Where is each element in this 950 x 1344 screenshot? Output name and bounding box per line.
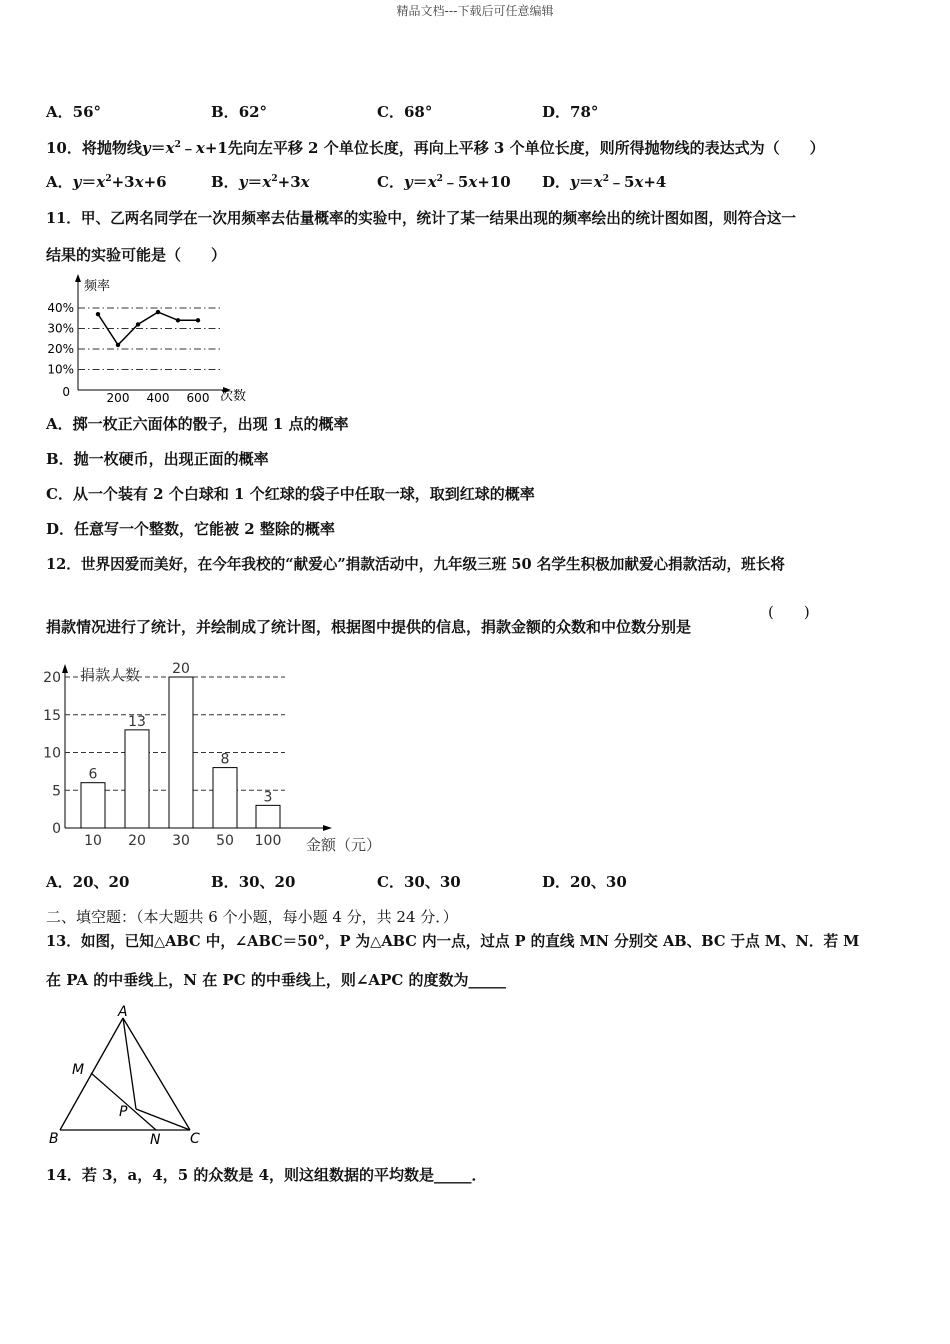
point-label-a: A (118, 1004, 128, 1020)
chart1-origin: 0 (62, 385, 70, 399)
chart2-ylabel: 捐款人数 (80, 666, 141, 684)
chart1-y-tick: 20% (47, 342, 74, 356)
q11-option-d: D．任意写一个整数，它能被 2 整除的概率 (46, 520, 335, 538)
chart2-value-label: 6 (88, 766, 98, 783)
chart2-bar (169, 677, 193, 828)
q9-option-c: C．68° (377, 103, 433, 121)
chart2-value-label: 8 (220, 751, 230, 768)
q9-option-b: B．62° (211, 103, 268, 121)
chart1-y-tick: 30% (47, 321, 74, 336)
chart1-x-tick: 400 (146, 391, 170, 405)
q9-option-a: A．56° (46, 103, 102, 121)
q11-option-c: C．从一个装有 2 个白球和 1 个红球的袋子中任取一球，取到红球的概率 (46, 485, 535, 503)
q11-stem-line2: 结果的实验可能是（ ） (46, 246, 227, 264)
chart2-bar (125, 730, 149, 828)
chart2-bar (213, 768, 237, 828)
chart2-bar (81, 783, 105, 828)
chart2-x-tick: 50 (216, 833, 234, 849)
chart2-x-arrow (323, 825, 332, 831)
chart1-xlabel: 次数 (220, 389, 247, 404)
chart1-x-tick: 200 (106, 391, 130, 405)
chart2-y-tick: 10 (43, 745, 61, 762)
q11-option-b: B．抛一枚硬币，出现正面的概率 (46, 450, 269, 468)
q12-option-c: C．30、30 (377, 873, 461, 891)
point-label-m: M (72, 1062, 85, 1078)
segment-ac (123, 1018, 190, 1130)
chart2-y-tick: 15 (43, 707, 61, 724)
chart1-point (136, 322, 140, 326)
chart2-xlabel: 金额（元） (306, 836, 382, 854)
q10-stem: 10．将抛物线$y=x^2﹣x+1$先向左平移 2 个单位长度，再向上平移 3 个单位长度，则所得抛物线的表达式为（ ） (46, 139, 825, 157)
chart2-value-label: 20 (172, 661, 190, 677)
chart2-x-tick: 20 (128, 833, 146, 849)
point-label-n: N (150, 1132, 161, 1148)
chart2-value-label: 13 (128, 713, 146, 730)
chart2-y-tick: 5 (52, 783, 61, 800)
chart2-x-tick: 100 (254, 833, 282, 849)
page-header: 精品文档---下载后可任意编辑 (396, 4, 554, 18)
q14-stem: 14．若 3，a，4，5 的众数是 4，则这组数据的平均数是_____． (46, 1166, 487, 1184)
q12-stem-line2: 捐款情况进行了统计，并绘制成了统计图，根据图中提供的信息，捐款金额的众数和中位数分别是 (46, 618, 692, 636)
segment-mn (91, 1073, 156, 1130)
chart1-y-arrow (75, 274, 81, 282)
chart1-y-tick: 40% (47, 301, 74, 315)
donation-bar-chart (40, 658, 400, 863)
chart1-point (156, 310, 160, 314)
q12-option-d: D．20、30 (542, 873, 627, 891)
chart1-point (176, 318, 180, 322)
q12-option-b: B．30、20 (211, 873, 296, 891)
q12-answer-paren: ( ) (768, 603, 810, 621)
chart2-bar (256, 805, 280, 828)
q10-option-a: A．$y=x^2+3x+6$ (46, 173, 167, 191)
q13-stem-line2: 在 PA 的中垂线上，N 在 PC 的中垂线上，则∠APC 的度数为_____ (46, 971, 507, 989)
point-label-b: B (49, 1131, 59, 1147)
chart2-y-arrow (62, 664, 68, 673)
chart2-x-tick: 30 (172, 833, 190, 849)
chart1-y-tick: 10% (47, 362, 74, 377)
frequency-line-chart (40, 272, 270, 407)
chart2-y-tick: 20 (43, 670, 61, 686)
q10-option-c: C．$y=x^2﹣5x+10$ (377, 173, 511, 191)
point-label-c: C (190, 1131, 200, 1147)
q10-option-d: D．$y=x^2﹣5x+4$ (542, 173, 667, 191)
chart1-point (116, 343, 120, 347)
chart1-point (196, 318, 200, 322)
chart2-x-tick: 10 (84, 833, 102, 849)
q13-stem-line1: 13．如图，已知△ABC 中，∠ABC＝50°，P 为△ABC 内一点，过点 P 的直线 MN 分别交 AB、BC 于点 M、N．若 M (46, 933, 860, 950)
q11-option-a: A．掷一枚正六面体的骰子，出现 1 点的概率 (46, 415, 349, 433)
segment-ap (123, 1018, 136, 1109)
q11-stem-line1: 11．甲、乙两名同学在一次用频率去估量概率的实验中，统计了某一结果出现的频率绘出的统计图如图，则符合这一 (46, 210, 797, 227)
q9-option-d: D．78° (542, 103, 599, 121)
chart1-x-tick: 600 (186, 391, 210, 405)
chart2-y-tick: 0 (52, 821, 61, 837)
point-label-p: P (119, 1104, 128, 1120)
chart1-point (96, 312, 100, 316)
q13-triangle-figure (40, 1004, 215, 1149)
chart2-value-label: 3 (263, 789, 273, 806)
section-2-title: 二、填空题：（本大题共 6 个小题，每小题 4 分，共 24 分．） (46, 908, 458, 926)
chart1-ylabel: 频率 (84, 279, 111, 294)
q10-option-b: B．$y=x^2+3x$ (211, 173, 310, 191)
q12-stem-line1: 12．世界因爱而美好，在今年我校的“献爱心”捐款活动中，九年级三班 50 名学生积极加献爱心捐款活动，班长将 (46, 556, 785, 573)
q12-option-a: A．20、20 (46, 873, 130, 891)
